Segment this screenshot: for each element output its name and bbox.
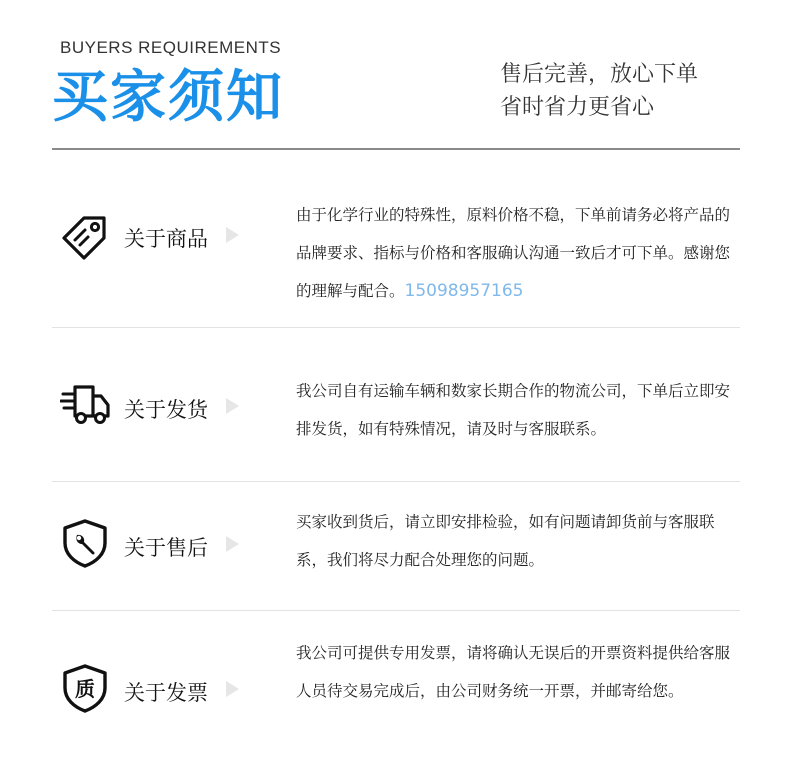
tagline-line-1: 售后完善，放心下单 bbox=[500, 62, 699, 87]
section-text-products bbox=[296, 196, 740, 310]
wrench-shield-icon bbox=[60, 518, 110, 568]
tagline bbox=[500, 58, 698, 124]
tagline-line-2: 省时省力更省心 bbox=[500, 95, 655, 120]
section-body-products: 由于化学行业的特殊性，原料价格不稳，下单前请务必将产品的品牌要求、指标与价格和客服确认沟通一致后才可下单。感谢您的理解与配合。 bbox=[296, 206, 731, 300]
page-title: 买家须知 bbox=[52, 65, 284, 130]
section-text-after-sales: 买家收到货后，请立即安排检验，如有问题请卸货前与客服联系，我们将尽力配合处理您的问题。 bbox=[296, 513, 715, 569]
phone-number: 15098957165 bbox=[404, 281, 524, 301]
section-invoice bbox=[52, 611, 740, 765]
quality-shield-icon bbox=[60, 663, 110, 713]
section-text-shipping: 我公司自有运输车辆和数家长期合作的物流公司，下单后立即安排发货，如有特殊情况，请及时与客服联系。 bbox=[296, 382, 731, 438]
section-title-shipping: 关于发货 bbox=[124, 398, 208, 422]
section-after-sales bbox=[52, 482, 740, 610]
arrow-right-icon bbox=[226, 681, 239, 697]
header-subtitle-en: BUYERS REQUIREMENTS bbox=[60, 38, 282, 57]
delivery-truck-icon bbox=[60, 378, 110, 428]
section-title-invoice: 关于发票 bbox=[124, 681, 208, 705]
quality-char: 质 bbox=[75, 677, 95, 701]
section-shipping bbox=[52, 328, 740, 482]
section-text-invoice: 我公司可提供专用发票，请将确认无误后的开票资料提供给客服人员待交易完成后，由公司财务统一开票，并邮寄给您。 bbox=[296, 644, 731, 700]
arrow-right-icon bbox=[226, 398, 239, 414]
price-tag-icon bbox=[60, 212, 110, 262]
section-title-after-sales: 关于售后 bbox=[124, 536, 208, 560]
section-products bbox=[52, 150, 740, 328]
arrow-right-icon bbox=[226, 536, 239, 552]
section-title-products: 关于商品 bbox=[124, 227, 208, 251]
arrow-right-icon bbox=[226, 227, 239, 243]
